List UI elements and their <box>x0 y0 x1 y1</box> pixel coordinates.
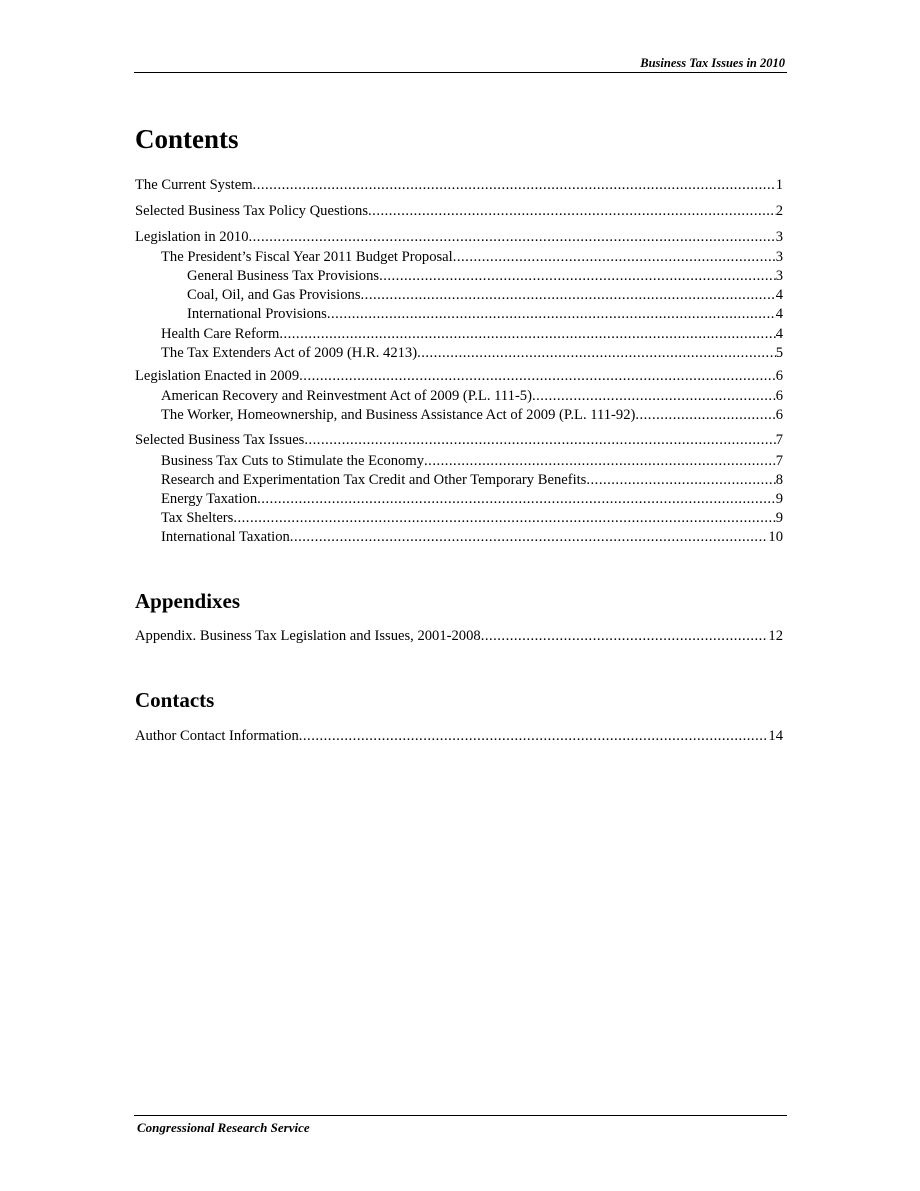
toc-entry-label: The President’s Fiscal Year 2011 Budget Proposal <box>161 249 453 265</box>
toc-entry-page: 6 <box>775 388 783 404</box>
contents-list <box>135 176 783 556</box>
toc-entry-page: 6 <box>775 407 783 423</box>
appendixes-list <box>135 627 783 649</box>
toc-entry[interactable] <box>135 727 783 745</box>
toc-entry-label: Selected Business Tax Policy Questions <box>135 203 369 219</box>
toc-leader-dots <box>424 452 776 470</box>
toc-entry[interactable] <box>135 431 783 449</box>
contacts-heading: Contacts <box>135 688 215 712</box>
toc-entry-page: 12 <box>768 628 783 644</box>
toc-entry-label: Appendix. Business Tax Legislation and Issues, 2001-2008 <box>135 628 481 644</box>
toc-leader-dots <box>299 727 769 745</box>
toc-entry-label: Legislation Enacted in 2009 <box>135 368 300 384</box>
toc-leader-dots <box>417 344 776 362</box>
toc-entry-label: Research and Experimentation Tax Credit and Other Temporary Benefits <box>161 472 587 488</box>
toc-entry-label: The Current System <box>135 177 253 193</box>
toc-leader-dots <box>279 325 775 343</box>
toc-entry-page: 3 <box>775 249 783 265</box>
toc-entry-label: International Provisions <box>187 306 327 322</box>
toc-entry-page: 4 <box>775 326 783 342</box>
toc-entry-page: 3 <box>775 268 783 284</box>
toc-leader-dots <box>233 509 775 527</box>
header-rule <box>134 72 787 73</box>
toc-entry[interactable] <box>161 406 783 424</box>
toc-leader-dots <box>290 528 769 546</box>
toc-leader-dots <box>361 286 776 304</box>
toc-entry-page: 14 <box>768 728 783 744</box>
toc-entry-label: Tax Shelters <box>161 510 234 526</box>
contacts-list <box>135 727 783 749</box>
toc-leader-dots <box>327 305 776 323</box>
toc-entry-page: 8 <box>775 472 783 488</box>
toc-entry-label: Business Tax Cuts to Stimulate the Economy <box>161 453 425 469</box>
toc-entry-page: 7 <box>775 453 783 469</box>
toc-entry-page: 4 <box>775 287 783 303</box>
toc-entry[interactable] <box>161 509 783 527</box>
toc-entry[interactable] <box>161 528 783 546</box>
toc-leader-dots <box>481 627 769 645</box>
toc-entry-label: International Taxation <box>161 529 290 545</box>
toc-entry[interactable] <box>135 176 783 194</box>
toc-entry-page: 6 <box>775 368 783 384</box>
toc-entry-label: Energy Taxation <box>161 491 258 507</box>
header-title: Business Tax Issues in 2010 <box>640 56 785 70</box>
toc-entry[interactable] <box>187 267 783 285</box>
toc-entry-page: 3 <box>775 229 783 245</box>
toc-entry-label: Health Care Reform <box>161 326 280 342</box>
toc-entry[interactable] <box>161 490 783 508</box>
toc-leader-dots <box>249 228 776 246</box>
toc-leader-dots <box>253 176 776 194</box>
toc-entry-page: 4 <box>775 306 783 322</box>
toc-leader-dots <box>379 267 776 285</box>
contents-heading: Contents <box>135 124 239 154</box>
toc-leader-dots <box>299 367 776 385</box>
toc-entry-label: The Worker, Homeownership, and Business Assistance Act of 2009 (P.L. 111-92) <box>161 407 636 423</box>
toc-entry-page: 1 <box>775 177 783 193</box>
toc-entry-label: Selected Business Tax Issues <box>135 432 305 448</box>
toc-leader-dots <box>304 431 775 449</box>
toc-leader-dots <box>635 406 775 424</box>
toc-entry[interactable] <box>135 228 783 246</box>
toc-leader-dots <box>453 248 776 266</box>
toc-entry[interactable] <box>161 452 783 470</box>
toc-entry-label: American Recovery and Reinvestment Act of 2009 (P.L. 111-5) <box>161 388 532 404</box>
toc-entry[interactable] <box>161 325 783 343</box>
toc-entry-page: 2 <box>775 203 783 219</box>
toc-entry-page: 7 <box>775 432 783 448</box>
footer-rule <box>134 1115 787 1116</box>
toc-entry[interactable] <box>161 387 783 405</box>
toc-leader-dots <box>532 387 776 405</box>
toc-entry[interactable] <box>187 286 783 304</box>
toc-entry-page: 5 <box>775 345 783 361</box>
toc-entry[interactable] <box>135 367 783 385</box>
toc-entry-label: Author Contact Information <box>135 728 299 744</box>
toc-entry[interactable] <box>187 305 783 323</box>
toc-entry-label: General Business Tax Provisions <box>187 268 380 284</box>
toc-leader-dots <box>368 202 776 220</box>
toc-entry-label: The Tax Extenders Act of 2009 (H.R. 4213) <box>161 345 418 361</box>
toc-entry[interactable] <box>135 627 783 645</box>
footer-text: Congressional Research Service <box>137 1120 310 1135</box>
toc-entry[interactable] <box>161 248 783 266</box>
toc-entry[interactable] <box>161 471 783 489</box>
toc-entry[interactable] <box>135 202 783 220</box>
toc-entry-page: 9 <box>775 510 783 526</box>
toc-entry-page: 10 <box>768 529 783 545</box>
toc-entry[interactable] <box>161 344 783 362</box>
toc-leader-dots <box>257 490 776 508</box>
toc-entry-label: Coal, Oil, and Gas Provisions <box>187 287 361 303</box>
toc-entry-page: 9 <box>775 491 783 507</box>
appendixes-heading: Appendixes <box>135 589 241 613</box>
toc-entry-label: Legislation in 2010 <box>135 229 249 245</box>
toc-leader-dots <box>586 471 775 489</box>
